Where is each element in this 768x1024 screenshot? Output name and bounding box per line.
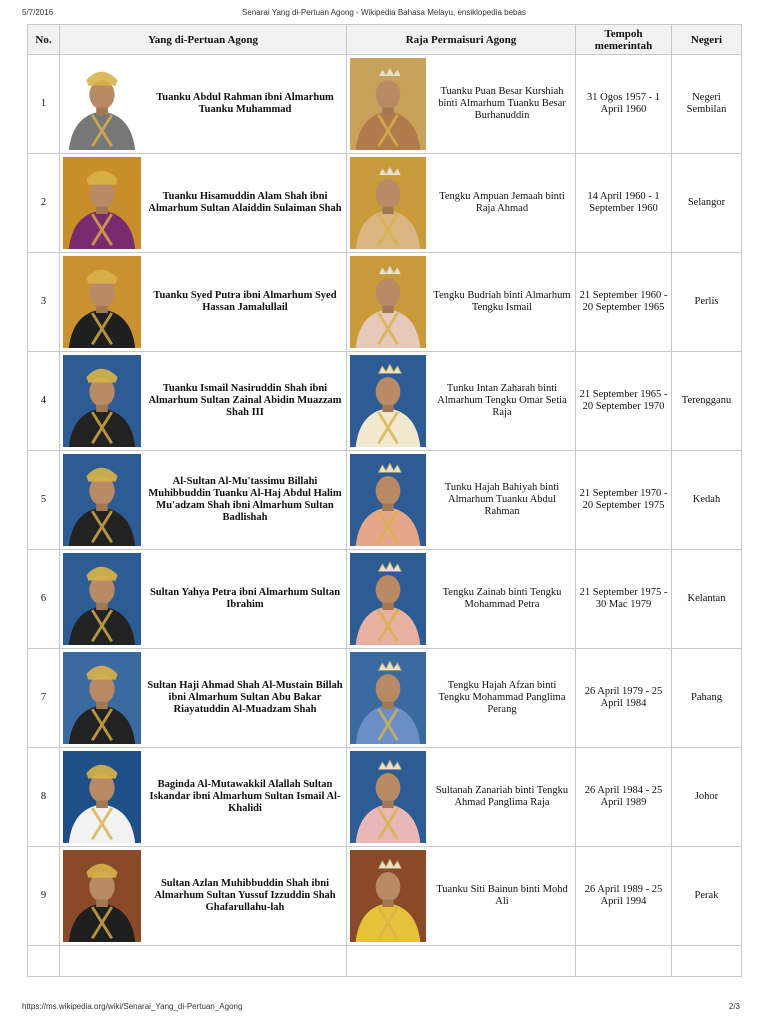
reign-period: 21 September 1965 - 20 September 1970 — [576, 352, 672, 451]
king-cell — [60, 55, 347, 154]
rulers-table — [27, 24, 742, 977]
reign-period: 26 April 1984 - 25 April 1989 — [576, 748, 672, 847]
king-name[interactable]: Tuanku Hisamuddin Alam Shah ibni Almarhum Sultan Alaiddin Sulaiman Shah — [148, 191, 342, 214]
reign-period: 21 September 1975 - 30 Mac 1979 — [576, 550, 672, 649]
queen-portrait[interactable] — [350, 157, 426, 249]
king-portrait[interactable] — [63, 553, 141, 645]
queen-name[interactable]: Tengku Hajah Afzan binti Tengku Mohammad Panglima Perang — [438, 680, 566, 715]
queen-cell — [347, 550, 576, 649]
state-name[interactable]: Perlis — [672, 253, 742, 352]
king-name[interactable]: Baginda Al-Mutawakkil Alallah Sultan Iskandar ibni Almarhum Sultan Ismail Al-Khalidi — [149, 779, 341, 814]
row-number: 4 — [28, 352, 60, 451]
reign-period: 14 April 1960 - 1 September 1960 — [576, 154, 672, 253]
king-cell — [60, 847, 347, 946]
row-number: 8 — [28, 748, 60, 847]
state-name[interactable]: Pahang — [672, 649, 742, 748]
king-portrait[interactable] — [63, 256, 141, 348]
state-name[interactable]: Terengganu — [672, 352, 742, 451]
queen-cell — [347, 649, 576, 748]
king-cell — [60, 253, 347, 352]
queen-cell — [347, 352, 576, 451]
king-cell — [60, 550, 347, 649]
king-portrait[interactable] — [63, 58, 141, 150]
queen-cell — [347, 154, 576, 253]
king-portrait[interactable] — [63, 454, 141, 546]
empty-cell — [672, 946, 742, 977]
queen-name[interactable]: Tengku Zainab binti Tengku Mohammad Petra — [442, 587, 562, 610]
queen-name[interactable]: Tengku Ampuan Jemaah binti Raja Ahmad — [439, 191, 565, 214]
king-cell — [60, 649, 347, 748]
table-row — [28, 748, 742, 847]
table-row — [28, 550, 742, 649]
reign-period: 26 April 1979 - 25 April 1984 — [576, 649, 672, 748]
queen-name[interactable]: Sultanah Zanariah binti Tengku Ahmad Panglima Raja — [435, 785, 569, 808]
print-title: Senarai Yang di-Pertuan Agong - Wikipedia Bahasa Melayu, ensiklopedia bebas — [242, 8, 526, 17]
header-king: Yang di-Pertuan Agong — [60, 25, 347, 55]
row-number: 5 — [28, 451, 60, 550]
king-name[interactable]: Al-Sultan Al-Mu'tassimu Billahi Muhibbuddin Tuanku Al-Haj Abdul Halim Mu'adzam Shah ibni Almarhum Sultan Badlishah — [148, 476, 342, 523]
page-number: 2/3 — [728, 1002, 740, 1011]
queen-cell — [347, 253, 576, 352]
header-tempoh: Tempoh memerintah — [576, 25, 672, 55]
reign-period: 31 Ogos 1957 - 1 April 1960 — [576, 55, 672, 154]
state-name[interactable]: Johor — [672, 748, 742, 847]
header-queen: Raja Permaisuri Agong — [347, 25, 576, 55]
king-portrait[interactable] — [63, 751, 141, 843]
king-name[interactable]: Tuanku Syed Putra ibni Almarhum Syed Hassan Jamalullail — [153, 290, 337, 313]
queen-name[interactable]: Tunku Hajah Bahiyah binti Almarhum Tuanku Abdul Rahman — [444, 482, 560, 517]
header-no: No. — [28, 25, 60, 55]
row-number: 3 — [28, 253, 60, 352]
state-name[interactable]: Perak — [672, 847, 742, 946]
table-row — [28, 352, 742, 451]
queen-portrait[interactable] — [350, 850, 426, 942]
king-cell — [60, 451, 347, 550]
row-number: 2 — [28, 154, 60, 253]
queen-cell — [347, 451, 576, 550]
empty-cell — [60, 946, 347, 977]
print-url: https://ms.wikipedia.org/wiki/Senarai_Yang_di-Pertuan_Agong — [22, 1002, 243, 1011]
king-portrait[interactable] — [63, 157, 141, 249]
king-cell — [60, 352, 347, 451]
queen-name[interactable]: Tuanku Siti Bainun binti Mohd Ali — [436, 884, 568, 907]
reign-period: 21 September 1960 - 20 September 1965 — [576, 253, 672, 352]
row-number: 6 — [28, 550, 60, 649]
king-portrait[interactable] — [63, 355, 141, 447]
king-name[interactable]: Tuanku Ismail Nasiruddin Shah ibni Almarhum Sultan Zainal Abidin Muazzam Shah III — [148, 383, 342, 418]
state-name[interactable]: Kelantan — [672, 550, 742, 649]
reign-period: 21 September 1970 - 20 September 1975 — [576, 451, 672, 550]
queen-name[interactable]: Tengku Budriah binti Almarhum Tengku Ismail — [433, 290, 571, 313]
queen-portrait[interactable] — [350, 751, 426, 843]
empty-cell — [28, 946, 60, 977]
state-name[interactable]: Selangor — [672, 154, 742, 253]
queen-portrait[interactable] — [350, 58, 426, 150]
king-portrait[interactable] — [63, 652, 141, 744]
queen-cell — [347, 748, 576, 847]
table-row — [28, 649, 742, 748]
empty-cell — [576, 946, 672, 977]
queen-portrait[interactable] — [350, 355, 426, 447]
header-negeri: Negeri — [672, 25, 742, 55]
king-name[interactable]: Sultan Azlan Muhibbuddin Shah ibni Almarhum Sultan Yussuf Izzuddin Shah Ghafarullahu-lah — [154, 878, 336, 913]
king-name[interactable]: Sultan Yahya Petra ibni Almarhum Sultan Ibrahim — [149, 587, 341, 610]
table-row — [28, 451, 742, 550]
print-date: 5/7/2016 — [22, 8, 54, 17]
table-row — [28, 253, 742, 352]
table-row — [28, 154, 742, 253]
table-row — [28, 847, 742, 946]
queen-portrait[interactable] — [350, 553, 426, 645]
state-name[interactable]: Negeri Sembilan — [672, 55, 742, 154]
queen-portrait[interactable] — [350, 256, 426, 348]
empty-cell — [347, 946, 576, 977]
queen-name[interactable]: Tuanku Puan Besar Kurshiah binti Almarhum Tuanku Besar Burhanuddin — [438, 86, 566, 121]
print-header — [0, 8, 768, 22]
king-portrait[interactable] — [63, 850, 141, 942]
row-number: 9 — [28, 847, 60, 946]
table-row — [28, 55, 742, 154]
queen-cell — [347, 847, 576, 946]
reign-period: 26 April 1989 - 25 April 1994 — [576, 847, 672, 946]
table-row-empty — [28, 946, 742, 977]
table-header-row — [28, 25, 742, 55]
king-cell — [60, 748, 347, 847]
queen-cell — [347, 55, 576, 154]
queen-name[interactable]: Tunku Intan Zaharah binti Almarhum Tengku Omar Setia Raja — [437, 383, 567, 418]
state-name[interactable]: Kedah — [672, 451, 742, 550]
row-number: 1 — [28, 55, 60, 154]
king-cell — [60, 154, 347, 253]
king-name[interactable]: Tuanku Abdul Rahman ibni Almarhum Tuanku Muhammad — [156, 92, 334, 115]
print-footer — [0, 1002, 768, 1016]
queen-portrait[interactable] — [350, 454, 426, 546]
king-name[interactable]: Sultan Haji Ahmad Shah Al-Mustain Billah ibni Almarhum Sultan Abu Bakar Riayatuddin Al-Muadzam Shah — [147, 680, 343, 715]
queen-portrait[interactable] — [350, 652, 426, 744]
row-number: 7 — [28, 649, 60, 748]
